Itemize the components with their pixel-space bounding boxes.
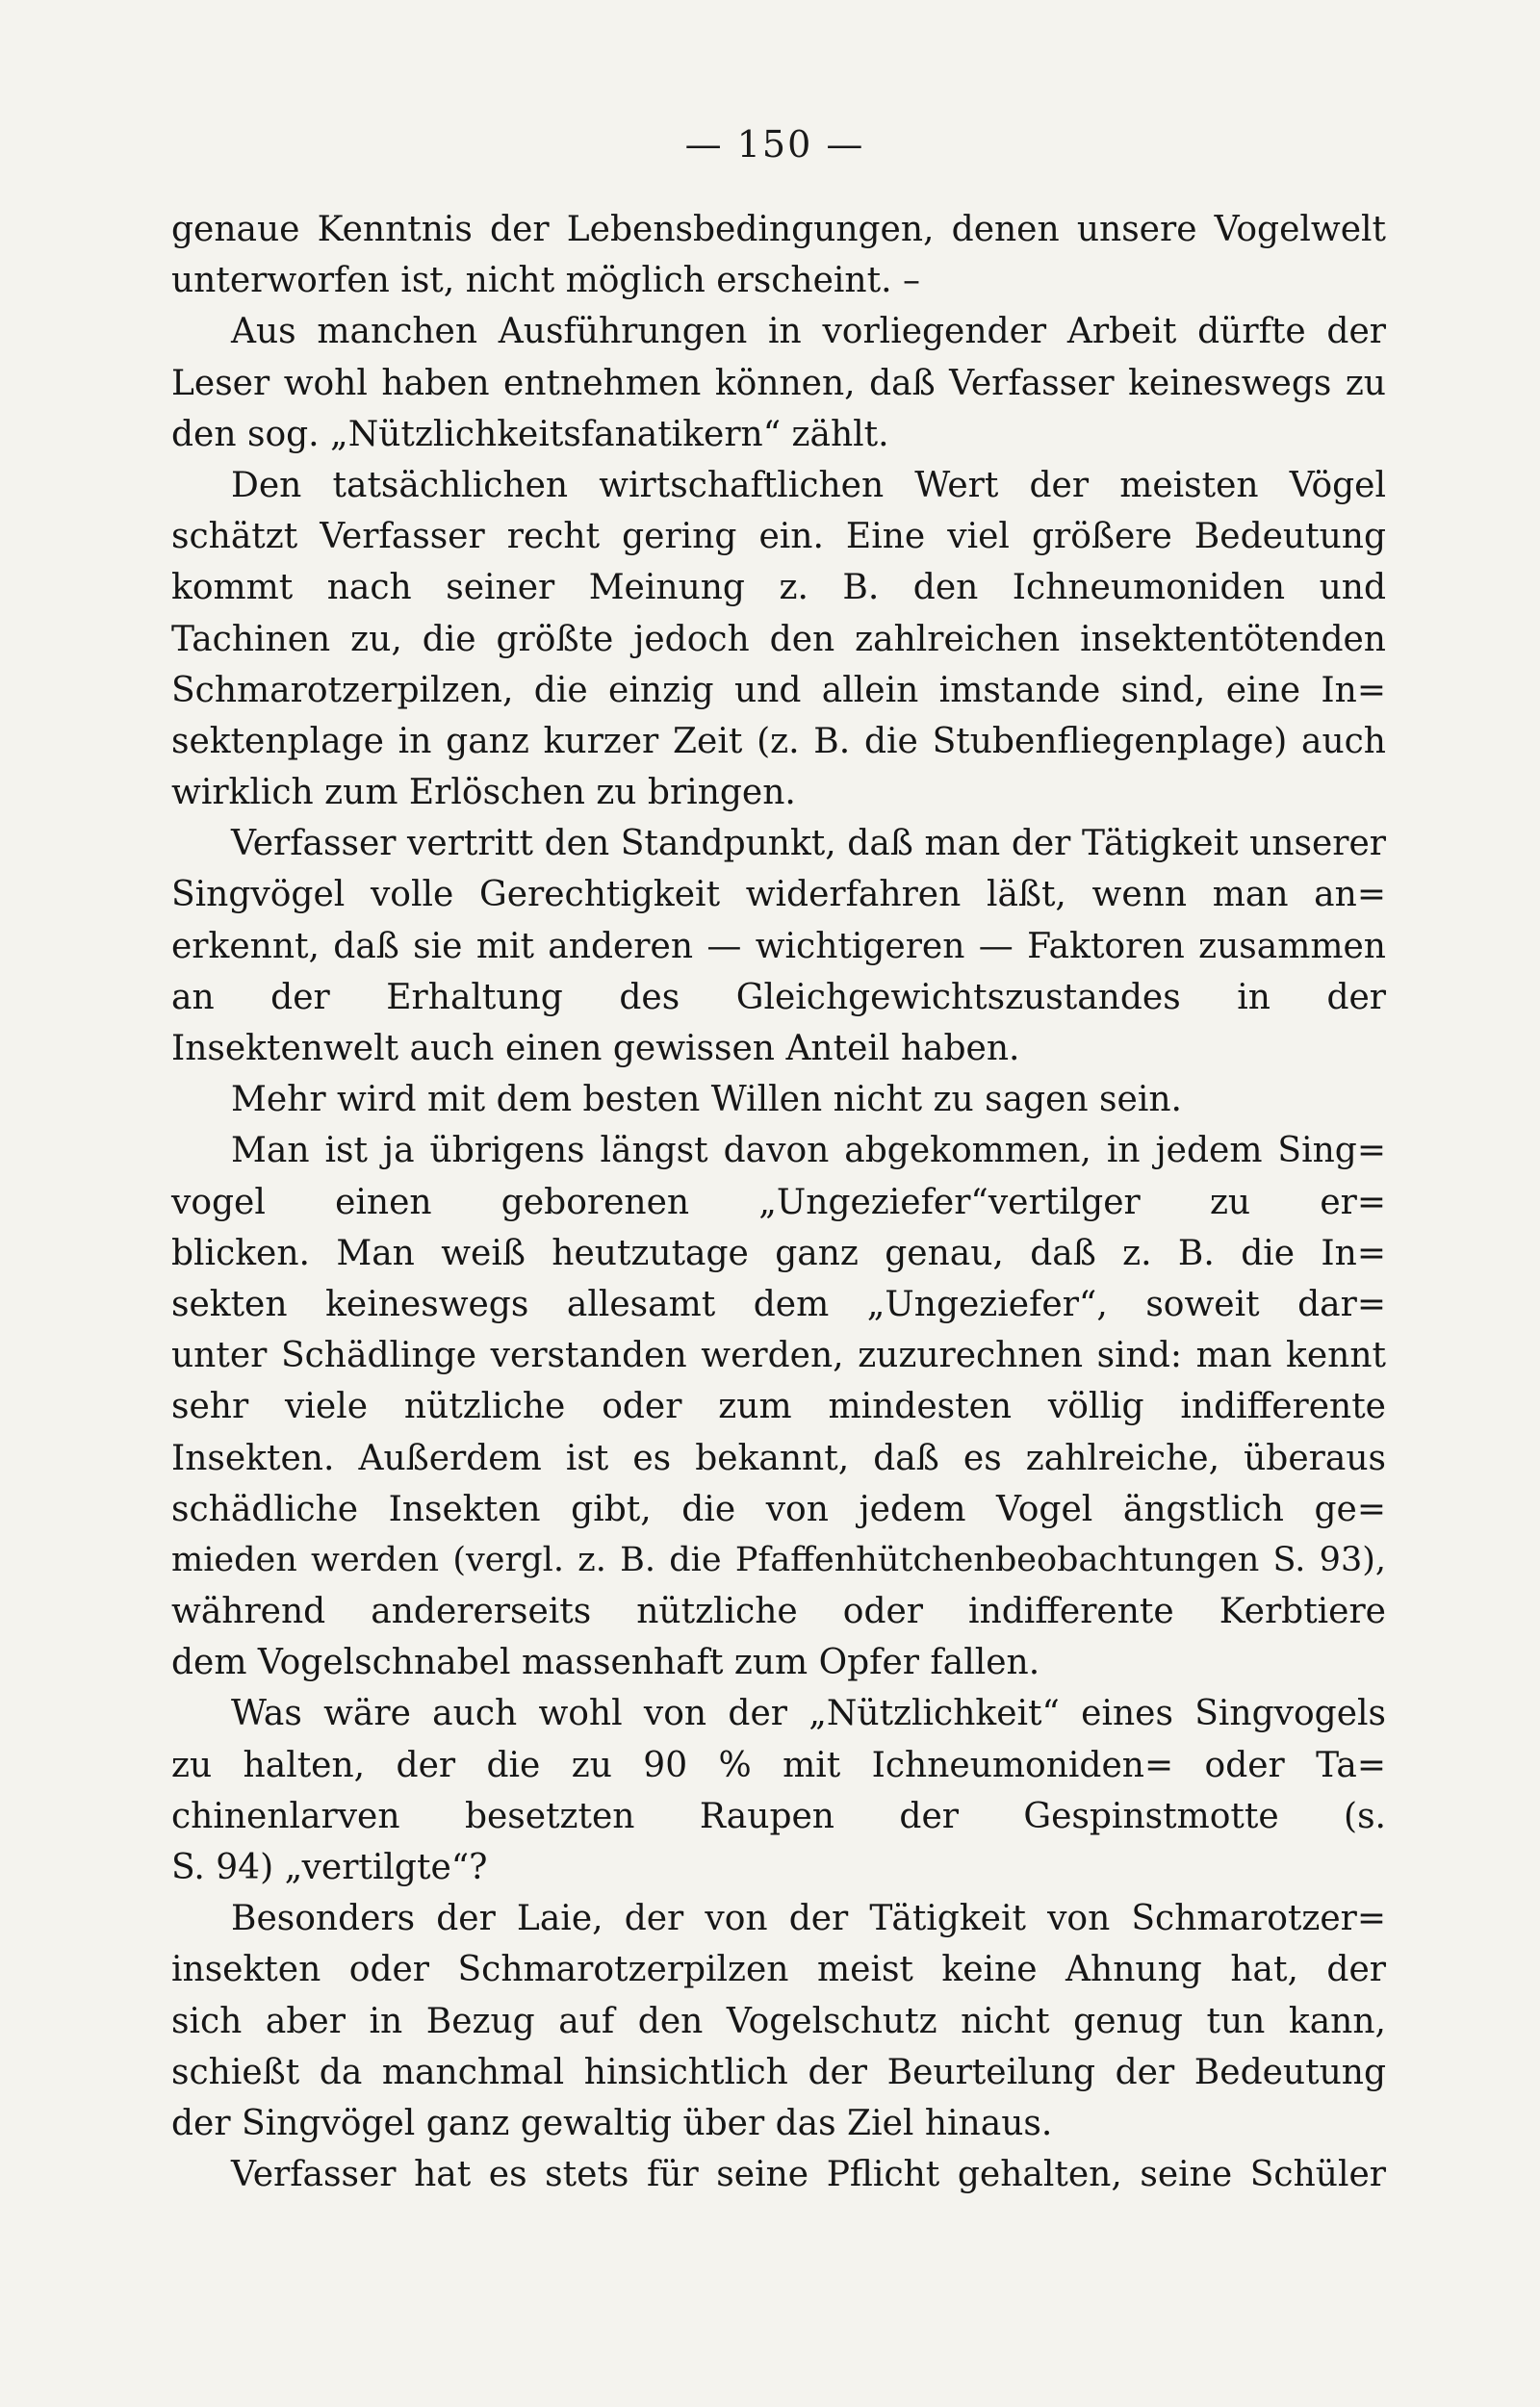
text-line: insekten oder Schmarotzerpilzen meist keine Ahnung hat, der (171, 1950, 1386, 1990)
text-line: sektenplage in ganz kurzer Zeit (z. B. die Stubenfliegenplage) auch (171, 721, 1386, 761)
text-line: Tachinen zu, die größte jedoch den zahlreichen insektentötenden (171, 619, 1386, 659)
text-line: während andererseits nützliche oder indifferente Kerbtiere (171, 1592, 1386, 1632)
text-line: den sog. „Nützlichkeitsfanatikern“ zählt. (171, 414, 889, 454)
text-line: sekten keineswegs allesamt dem „Ungeziefer“, soweit dar= (171, 1284, 1386, 1324)
text-line: vogel einen geborenen „Ungeziefer“vertilger zu er= (171, 1182, 1386, 1222)
text-line: Besonders der Laie, der von der Tätigkeit von Schmarotzer= (231, 1899, 1386, 1939)
text-line: blicken. Man weiß heutzutage ganz genau, daß z. B. die In= (171, 1233, 1386, 1273)
text-line: Mehr wird mit dem besten Willen nicht zu sagen sein. (231, 1080, 1182, 1120)
text-line: schädliche Insekten gibt, die von jedem Vogel ängstlich ge= (171, 1489, 1386, 1529)
text-line: chinenlarven besetzten Raupen der Gespinstmotte (s. (171, 1796, 1386, 1836)
text-line: Schmarotzerpilzen, die einzig und allein imstande sind, eine In= (171, 670, 1386, 710)
text-line: Aus manchen Ausführungen in vorliegender Arbeit dürfte der (231, 312, 1386, 352)
text-line: S. 94) „vertilgte“? (171, 1848, 488, 1887)
text-line: mieden werden (vergl. z. B. die Pfaffenhütchenbeobachtungen S. 93), (171, 1540, 1386, 1579)
text-line: Den tatsächlichen wirtschaftlichen Wert der meisten Vögel (231, 465, 1386, 505)
text-line: Leser wohl haben entnehmen können, daß Verfasser keineswegs zu (171, 363, 1386, 403)
text-line: an der Erhaltung des Gleichgewichtszustandes in der (171, 977, 1386, 1017)
text-line: zu halten, der die zu 90 % mit Ichneumoniden= oder Ta= (171, 1745, 1386, 1785)
text-line: Man ist ja übrigens längst davon abgekommen, in jedem Sing= (231, 1131, 1386, 1171)
text-line: genaue Kenntnis der Lebensbedingungen, denen unsere Vogelwelt (171, 210, 1386, 249)
text-line: unterworfen ist, nicht möglich erscheint. – (171, 261, 920, 301)
text-line: Insekten. Außerdem ist es bekannt, daß es zahlreiche, überaus (171, 1438, 1386, 1478)
body-text (171, 204, 1386, 2200)
text-line: Verfasser vertritt den Standpunkt, daß man der Tätigkeit unserer (231, 824, 1386, 864)
text-line: erkennt, daß sie mit anderen — wichtigeren — Faktoren zusammen (171, 926, 1386, 966)
text-line: schätzt Verfasser recht gering ein. Eine viel größere Bedeutung (171, 517, 1386, 557)
text-line: kommt nach seiner Meinung z. B. den Ichneumoniden und (171, 568, 1386, 608)
text-line: sehr viele nützliche oder zum mindesten völlig indifferente (171, 1387, 1386, 1427)
text-line: der Singvögel ganz gewaltig über das Ziel hinaus. (171, 2103, 1053, 2143)
text-line: Was wäre auch wohl von der „Nützlichkeit“ eines Singvogels (231, 1694, 1386, 1734)
page-number: — 150 — (684, 123, 865, 166)
text-line: sich aber in Bezug auf den Vogelschutz nicht genug tun kann, (171, 2001, 1386, 2041)
text-line: Verfasser hat es stets für seine Pflicht gehalten, seine Schüler (231, 2155, 1386, 2195)
text-line: Insektenwelt auch einen gewissen Anteil haben. (171, 1029, 1020, 1068)
text-line: unter Schädlinge verstanden werden, zuzurechnen sind: man kennt (171, 1336, 1386, 1376)
text-line: wirklich zum Erlöschen zu bringen. (171, 773, 796, 813)
text-line: Singvögel volle Gerechtigkeit widerfahren läßt, wenn man an= (171, 875, 1386, 915)
text-line: dem Vogelschnabel massenhaft zum Opfer fallen. (171, 1643, 1040, 1683)
text-line: schießt da manchmal hinsichtlich der Beurteilung der Bedeutung (171, 2052, 1386, 2092)
